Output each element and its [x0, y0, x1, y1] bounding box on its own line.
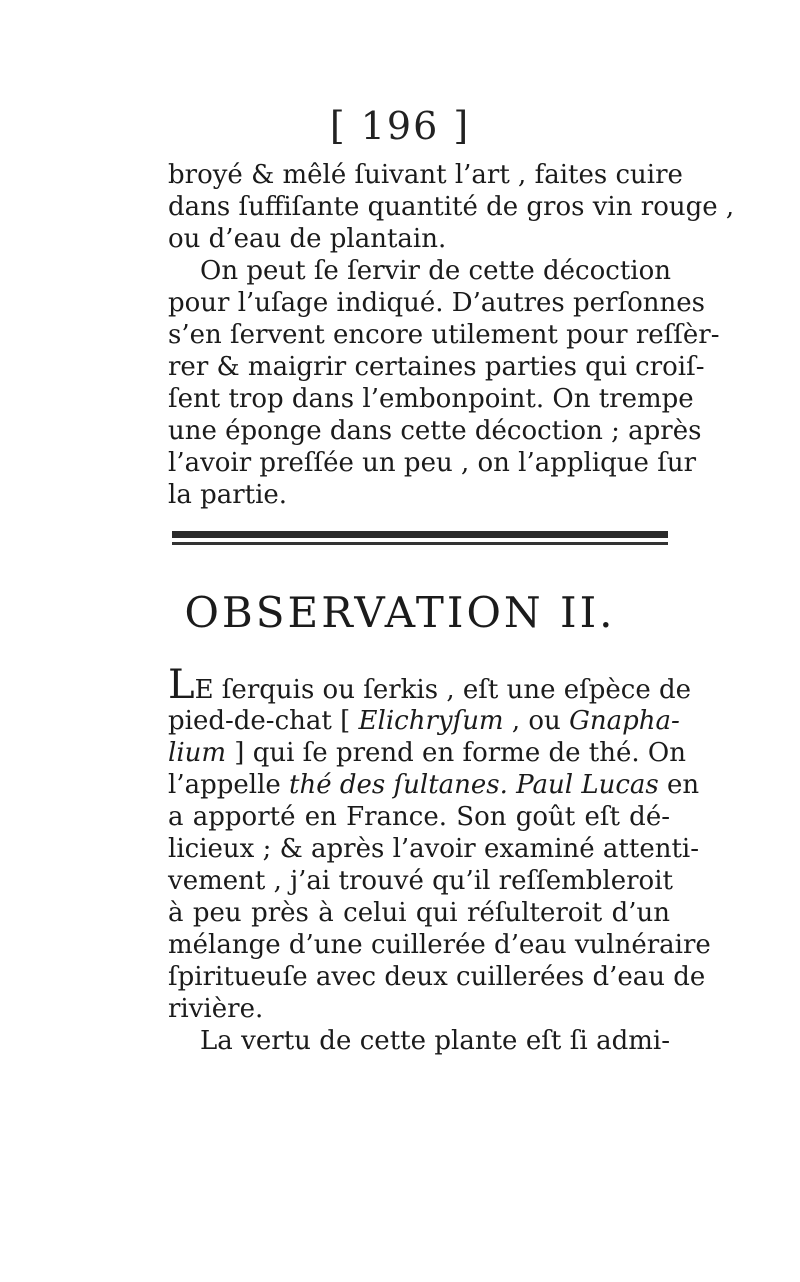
latin-name: Gnapha- — [569, 706, 680, 736]
text-line — [168, 768, 700, 802]
text-line: ſpiritueuſe avec deux cuillerées d’eau de — [168, 962, 706, 992]
text-line: rer & maigrir certaines parties qui croiſ- — [168, 352, 705, 382]
line-text: en — [667, 770, 700, 800]
section-divider — [172, 531, 668, 547]
latin-name: lium — [168, 738, 227, 768]
text-line: à peu près à celui qui réſulteroit d’un — [168, 898, 670, 928]
drop-cap: L — [168, 662, 195, 708]
text-line: l’avoir preſſée un peu , on l’applique ſur — [168, 448, 696, 478]
line-text: E ſerquis ou ſerkis , eſt une eſpèce de — [194, 675, 692, 705]
text-line: broyé & mêlé ſuivant l’art , faites cuire — [168, 160, 683, 190]
page-number: [ 196 ] — [329, 104, 471, 148]
text-line: vement , j’ai trouvé qu’il reſſembleroit — [168, 866, 673, 896]
author-name: Paul Lucas — [516, 770, 659, 800]
text-line — [168, 662, 692, 708]
text-line — [168, 704, 680, 738]
divider-thick-rule — [172, 531, 668, 538]
line-text: ] qui ſe prend en forme de thé. On — [234, 738, 686, 768]
line-text: , ou — [511, 706, 561, 736]
text-line: La vertu de cette plante eſt ſi admi- — [200, 1026, 670, 1056]
text-line: rivière. — [168, 994, 264, 1024]
text-line: licieux ; & après l’avoir examiné attenti- — [168, 834, 699, 864]
text-line: dans ſuffiſante quantité de gros vin rouge , — [168, 192, 735, 222]
latin-name: Elichryſum — [358, 706, 504, 736]
divider-thin-rule — [172, 542, 668, 545]
text-line — [168, 736, 686, 770]
text-line: mélange d’une cuillerée d’eau vulnéraire — [168, 930, 711, 960]
text-line: s’en ſervent encore utilement pour reſſèr- — [168, 320, 720, 350]
text-line: a apporté en France. Son goût eſt dé- — [168, 802, 670, 832]
text-line: pour l’uſage indiqué. D’autres perſonnes — [168, 288, 705, 318]
line-text: pied-de-chat [ — [168, 706, 351, 736]
italic-phrase: thé des ſultanes. — [289, 770, 508, 800]
text-line: une éponge dans cette décoction ; après — [168, 416, 702, 446]
text-line: ſent trop dans l’embonpoint. On trempe — [168, 384, 694, 414]
text-line: ou d’eau de plantain. — [168, 224, 447, 254]
section-heading: OBSERVATION II. — [184, 588, 616, 637]
line-text: l’appelle — [168, 770, 281, 800]
text-line: la partie. — [168, 480, 288, 510]
text-line: On peut ſe ſervir de cette décoction — [200, 256, 671, 286]
